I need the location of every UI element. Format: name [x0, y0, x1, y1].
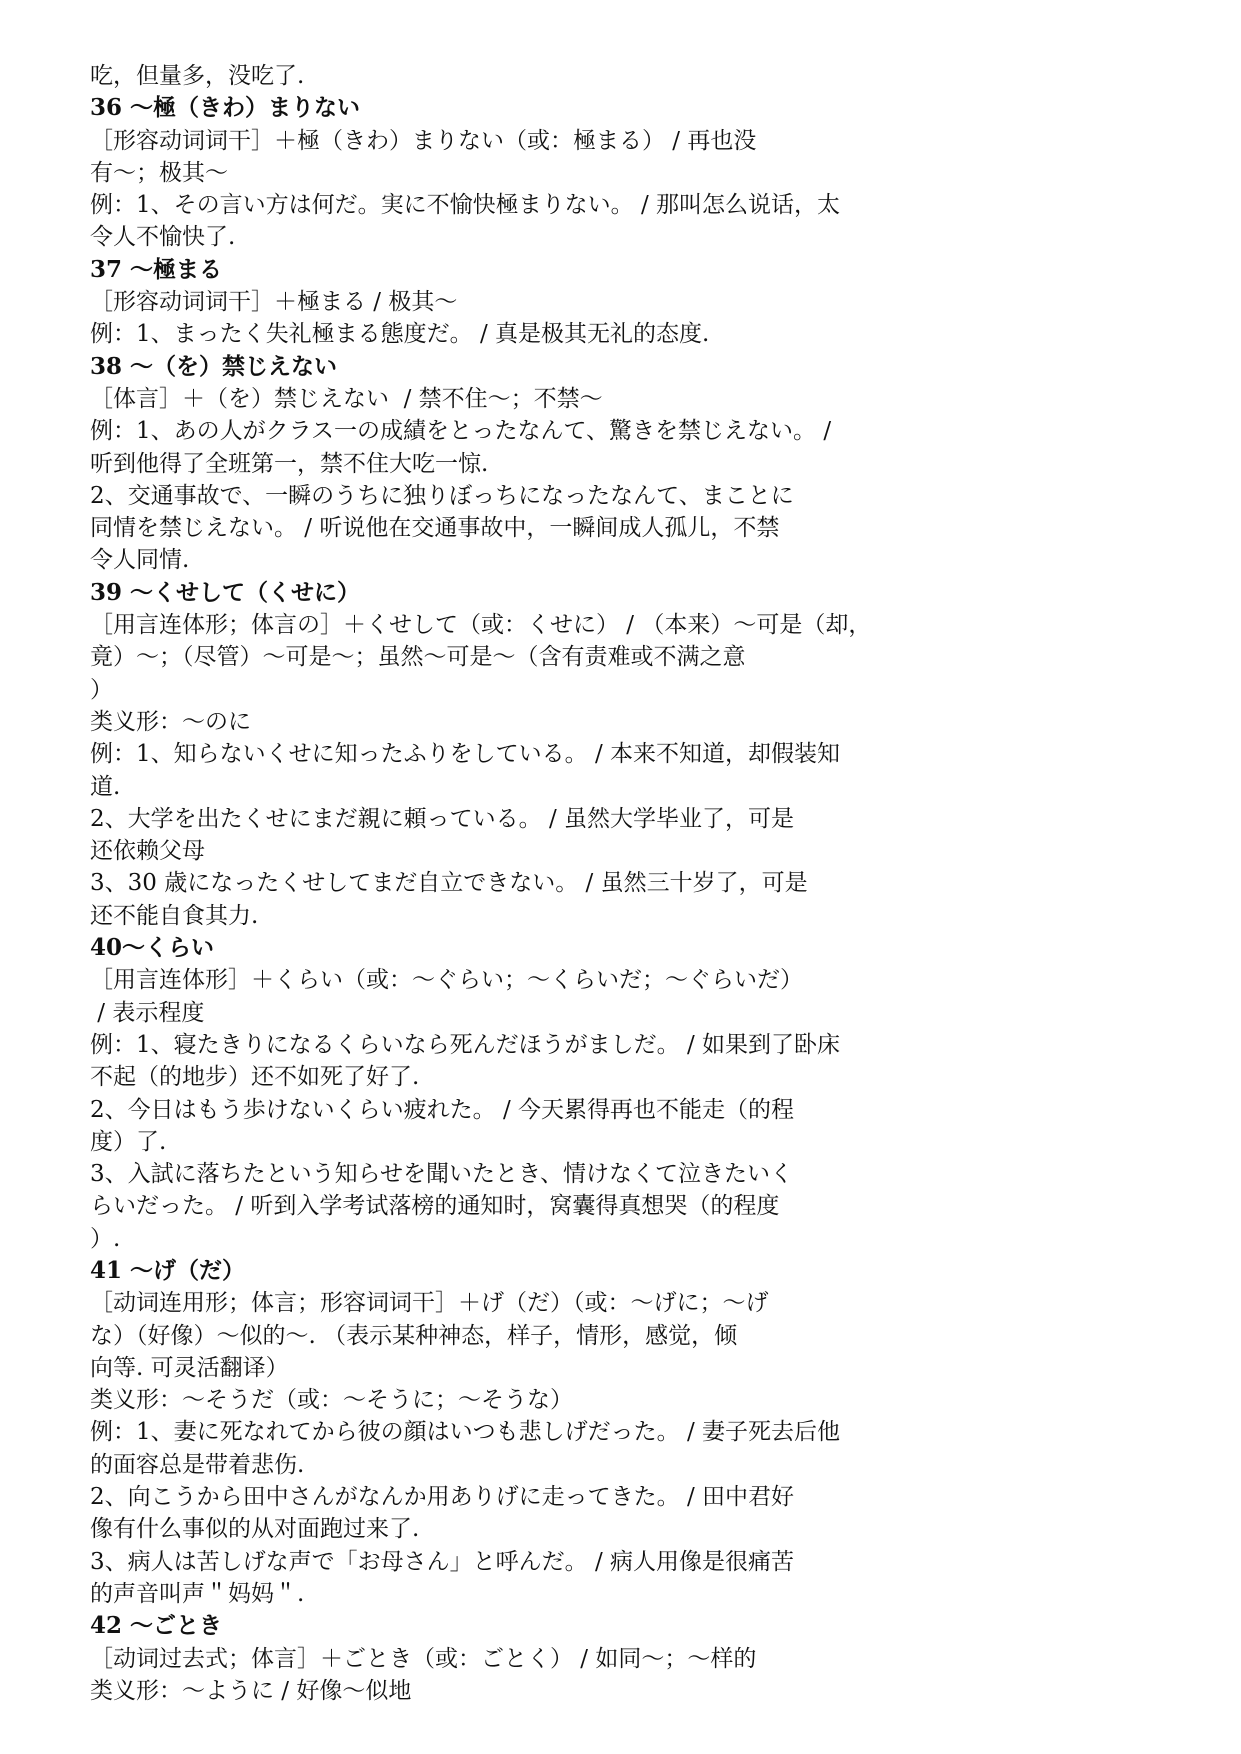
text-line: 例：1、あの人がクラス一の成績をとったなんて、驚きを禁じえない。 /	[90, 418, 832, 445]
text-line: ［体言］＋（を）禁じえない / 禁不住～；不禁～	[90, 385, 603, 412]
text-line: 吃，但量多，没吃了.	[90, 63, 305, 89]
text-line: 2、向こうから田中さんがなんか用ありげに走ってきた。 / 田中君好	[90, 1484, 795, 1511]
text-line: 度）了.	[90, 1128, 167, 1155]
text-line: 3、入試に落ちたという知らせを聞いたとき、情けなくて泣きたいく	[90, 1161, 794, 1188]
section-heading: 41 ～げ（だ）	[90, 1256, 246, 1284]
text-line: 2、大学を出たくせにまだ親に頼っている。 / 虽然大学毕业了，可是	[90, 805, 795, 832]
section-heading: 38 ～（を）禁じえない	[90, 352, 338, 380]
section-heading: 40～くらい	[90, 934, 215, 962]
section-heading: 42 ～ごとき	[90, 1612, 223, 1640]
text-line: 例：1、妻に死なれてから彼の顔はいつも悲しげだった。 / 妻子死去后他	[90, 1419, 841, 1446]
text-line: 还不能自食其力.	[90, 902, 259, 929]
section-heading: 39 ～くせして（くせに）	[90, 578, 361, 606]
text-line: 例：1、知らないくせに知ったふりをしている。 / 本来不知道，却假装知	[90, 741, 841, 768]
text-line: 有～；极其～	[90, 159, 228, 186]
text-line: 向等. 可灵活翻译）	[90, 1354, 289, 1381]
text-line: ［动词过去式；体言］＋ごとき（或：ごとく） / 如同～；～样的	[90, 1645, 757, 1672]
text-line: 同情を禁じえない。 / 听说他在交通事故中，一瞬间成人孤儿，不禁	[90, 515, 780, 542]
text-line: ［形容动词词干］＋極まる / 极其～	[90, 289, 458, 316]
text-line: 听到他得了全班第一，禁不住大吃一惊.	[90, 450, 489, 477]
text-line: ［用言连体形］＋くらい（或：～ぐらい；～くらいだ；～ぐらいだ）	[90, 967, 803, 994]
text-line: 例：1、まったく失礼極まる態度だ。 / 真是极其无礼的态度.	[90, 321, 710, 348]
text-line: 令人同情.	[90, 547, 190, 574]
text-line: 令人不愉快了.	[90, 224, 236, 251]
text-line: 类义形：～ように / 好像～似地	[90, 1677, 412, 1704]
text-line: な）（好像）～似的～. （表示某种神态，样子，情形，感觉，倾	[90, 1322, 738, 1349]
text-line: ）.	[90, 1225, 121, 1252]
text-line: 还依赖父母	[90, 838, 205, 865]
text-line: ［动词连用形；体言；形容词词干］＋げ（だ）（或：～げに；～げ	[90, 1290, 769, 1317]
text-line: 类义形：～のに	[90, 708, 251, 735]
text-line: 例：1、その言い方は何だ。実に不愉快極まりない。 / 那叫怎么说话，太	[90, 192, 841, 219]
text-line: 3、病人は苦しげな声で「お母さん」と呼んだ。 / 病人用像是很痛苦	[90, 1548, 795, 1575]
text-line: ［形容动词词干］＋極（きわ）まりない（或：極まる） / 再也没	[90, 127, 757, 154]
text-line: 2、今日はもう歩けないくらい疲れた。 / 今天累得再也不能走（的程	[90, 1096, 795, 1123]
text-line: ［用言连体形；体言の］＋くせして（或：くせに） / （本来）～可是（却，	[90, 612, 872, 639]
section-heading: 37 ～極まる	[90, 255, 223, 283]
text-line: 竟）～；（尽管）～可是～；虽然～可是～（含有责难或不满之意	[90, 644, 746, 671]
text-line: 2、交通事故で、一瞬のうちに独りぼっちになったなんて、まことに	[90, 482, 794, 509]
text-line: 类义形：～そうだ（或：～そうに；～そうな）	[90, 1387, 573, 1414]
text-line: 例：1、寝たきりになるくらいなら死んだほうがましだ。 / 如果到了卧床	[90, 1031, 841, 1058]
text-line: 不起（的地步）还不如死了好了.	[90, 1064, 420, 1091]
text-line: 的面容总是带着悲伤.	[90, 1451, 305, 1478]
text-line: 道.	[90, 773, 121, 800]
text-line: 像有什么事似的从对面跑过来了.	[90, 1516, 420, 1543]
text-line: 的声音叫声＂妈妈＂.	[90, 1580, 305, 1607]
text-line: ）	[90, 676, 113, 703]
document-page	[90, 60, 1190, 1707]
text-line: / 表示程度	[90, 999, 205, 1026]
text-line: らいだった。 / 听到入学考试落榜的通知时，窝囊得真想哭（的程度	[90, 1193, 780, 1220]
section-heading: 36 ～極（きわ）まりない	[90, 94, 361, 122]
text-line: 3、30 歳になったくせしてまだ自立できない。 / 虽然三十岁了，可是	[90, 870, 808, 897]
